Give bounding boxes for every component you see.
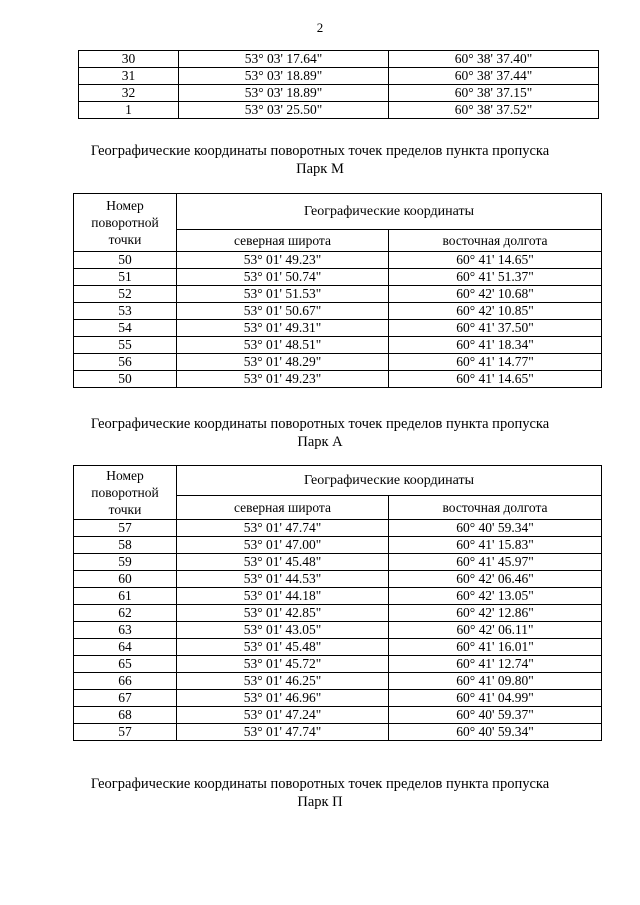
table-row bbox=[74, 320, 602, 337]
header-geo-coordinates: Географические координаты bbox=[177, 466, 602, 496]
longitude-cell: 60° 41' 14.65" bbox=[389, 252, 602, 269]
longitude-cell: 60° 41' 18.34" bbox=[389, 337, 602, 354]
table-row bbox=[74, 537, 602, 554]
header-geo-coordinates: Географические координаты bbox=[177, 194, 602, 230]
table-row bbox=[74, 520, 602, 537]
longitude-cell: 60° 38' 37.15" bbox=[389, 85, 599, 102]
point-number-cell: 50 bbox=[74, 371, 177, 388]
latitude-cell: 53° 01' 48.29" bbox=[177, 354, 389, 371]
longitude-cell: 60° 41' 14.77" bbox=[389, 354, 602, 371]
latitude-cell: 53° 03' 18.89" bbox=[179, 68, 389, 85]
latitude-cell: 53° 01' 47.24" bbox=[177, 707, 389, 724]
point-number-cell: 64 bbox=[74, 639, 177, 656]
point-number-cell: 55 bbox=[74, 337, 177, 354]
latitude-cell: 53° 01' 46.25" bbox=[177, 673, 389, 690]
point-number-cell: 62 bbox=[74, 605, 177, 622]
longitude-cell: 60° 40' 59.34" bbox=[389, 520, 602, 537]
point-number-cell: 68 bbox=[74, 707, 177, 724]
latitude-cell: 53° 01' 50.67" bbox=[177, 303, 389, 320]
point-number-cell: 65 bbox=[74, 656, 177, 673]
longitude-cell: 60° 41' 09.80" bbox=[389, 673, 602, 690]
table-row bbox=[74, 588, 602, 605]
longitude-cell: 60° 41' 12.74" bbox=[389, 656, 602, 673]
latitude-cell: 53° 01' 44.53" bbox=[177, 571, 389, 588]
table-row bbox=[74, 622, 602, 639]
coordinates-table-park-a bbox=[73, 465, 602, 741]
table-row bbox=[79, 51, 599, 68]
longitude-cell: 60° 42' 06.11" bbox=[389, 622, 602, 639]
latitude-cell: 53° 01' 46.96" bbox=[177, 690, 389, 707]
point-number-cell: 30 bbox=[79, 51, 179, 68]
longitude-cell: 60° 42' 10.68" bbox=[389, 286, 602, 303]
longitude-cell: 60° 41' 04.99" bbox=[389, 690, 602, 707]
longitude-cell: 60° 38' 37.44" bbox=[389, 68, 599, 85]
table-row bbox=[74, 354, 602, 371]
longitude-cell: 60° 41' 45.97" bbox=[389, 554, 602, 571]
longitude-cell: 60° 41' 15.83" bbox=[389, 537, 602, 554]
point-number-cell: 61 bbox=[74, 588, 177, 605]
point-number-cell: 59 bbox=[74, 554, 177, 571]
table-row bbox=[74, 571, 602, 588]
table-row bbox=[74, 286, 602, 303]
point-number-cell: 52 bbox=[74, 286, 177, 303]
section-p-caption-line1: Географические координаты поворотных точек пределов пункта пропуска bbox=[90, 776, 550, 792]
point-number-cell: 60 bbox=[74, 571, 177, 588]
table-row bbox=[74, 639, 602, 656]
point-number-cell: 51 bbox=[74, 269, 177, 286]
latitude-cell: 53° 01' 45.72" bbox=[177, 656, 389, 673]
table-row bbox=[74, 673, 602, 690]
header-point-number: Номер поворотной точки bbox=[74, 466, 177, 520]
point-number-cell: 54 bbox=[74, 320, 177, 337]
latitude-cell: 53° 01' 42.85" bbox=[177, 605, 389, 622]
longitude-cell: 60° 40' 59.34" bbox=[389, 724, 602, 741]
section-p-caption-line2: Парк П bbox=[297, 794, 343, 810]
table-row bbox=[74, 724, 602, 741]
latitude-cell: 53° 01' 45.48" bbox=[177, 639, 389, 656]
latitude-cell: 53° 01' 47.74" bbox=[177, 724, 389, 741]
table-row bbox=[79, 102, 599, 119]
point-number-cell: 32 bbox=[79, 85, 179, 102]
latitude-cell: 53° 01' 45.48" bbox=[177, 554, 389, 571]
longitude-cell: 60° 41' 51.37" bbox=[389, 269, 602, 286]
table-row bbox=[74, 371, 602, 388]
table-row bbox=[74, 690, 602, 707]
header-longitude: восточная долгота bbox=[389, 496, 602, 520]
table-row bbox=[79, 85, 599, 102]
longitude-cell: 60° 42' 12.86" bbox=[389, 605, 602, 622]
point-number-cell: 66 bbox=[74, 673, 177, 690]
latitude-cell: 53° 03' 17.64" bbox=[179, 51, 389, 68]
section-a-caption bbox=[0, 415, 640, 451]
section-a-caption-line1: Географические координаты поворотных точек пределов пункта пропуска bbox=[90, 416, 550, 432]
page-number: 2 bbox=[316, 20, 324, 35]
header-latitude: северная широта bbox=[177, 230, 389, 252]
table-row bbox=[74, 269, 602, 286]
point-number-cell: 67 bbox=[74, 690, 177, 707]
table-row bbox=[74, 554, 602, 571]
section-m-caption-line2: Парк М bbox=[296, 161, 344, 177]
table-row bbox=[74, 303, 602, 320]
longitude-cell: 60° 42' 13.05" bbox=[389, 588, 602, 605]
section-m-caption bbox=[0, 142, 640, 178]
point-number-cell: 31 bbox=[79, 68, 179, 85]
section-m-caption-line1: Географические координаты поворотных точек пределов пункта пропуска bbox=[90, 143, 550, 159]
longitude-cell: 60° 38' 37.40" bbox=[389, 51, 599, 68]
table-row bbox=[79, 68, 599, 85]
latitude-cell: 53° 03' 18.89" bbox=[179, 85, 389, 102]
point-number-cell: 56 bbox=[74, 354, 177, 371]
longitude-cell: 60° 41' 16.01" bbox=[389, 639, 602, 656]
latitude-cell: 53° 01' 47.74" bbox=[177, 520, 389, 537]
latitude-cell: 53° 01' 49.23" bbox=[177, 252, 389, 269]
point-number-cell: 63 bbox=[74, 622, 177, 639]
latitude-cell: 53° 01' 49.31" bbox=[177, 320, 389, 337]
point-number-cell: 53 bbox=[74, 303, 177, 320]
header-latitude: северная широта bbox=[177, 496, 389, 520]
longitude-cell: 60° 42' 06.46" bbox=[389, 571, 602, 588]
table-row bbox=[74, 252, 602, 269]
table-row bbox=[74, 656, 602, 673]
point-number-cell: 50 bbox=[74, 252, 177, 269]
latitude-cell: 53° 01' 49.23" bbox=[177, 371, 389, 388]
header-point-number: Номер поворотной точки bbox=[74, 194, 177, 252]
coordinates-table-continued bbox=[78, 50, 599, 119]
longitude-cell: 60° 41' 37.50" bbox=[389, 320, 602, 337]
latitude-cell: 53° 03' 25.50" bbox=[179, 102, 389, 119]
longitude-cell: 60° 38' 37.52" bbox=[389, 102, 599, 119]
latitude-cell: 53° 01' 43.05" bbox=[177, 622, 389, 639]
table-row bbox=[74, 337, 602, 354]
point-number-cell: 58 bbox=[74, 537, 177, 554]
longitude-cell: 60° 42' 10.85" bbox=[389, 303, 602, 320]
section-p-caption bbox=[0, 775, 640, 811]
longitude-cell: 60° 40' 59.37" bbox=[389, 707, 602, 724]
point-number-cell: 57 bbox=[74, 520, 177, 537]
point-number-cell: 1 bbox=[79, 102, 179, 119]
latitude-cell: 53° 01' 44.18" bbox=[177, 588, 389, 605]
coordinates-table-park-m bbox=[73, 193, 602, 388]
table-row bbox=[74, 707, 602, 724]
table-row bbox=[74, 605, 602, 622]
header-longitude: восточная долгота bbox=[389, 230, 602, 252]
longitude-cell: 60° 41' 14.65" bbox=[389, 371, 602, 388]
latitude-cell: 53° 01' 48.51" bbox=[177, 337, 389, 354]
latitude-cell: 53° 01' 51.53" bbox=[177, 286, 389, 303]
section-a-caption-line2: Парк А bbox=[297, 434, 343, 450]
point-number-cell: 57 bbox=[74, 724, 177, 741]
latitude-cell: 53° 01' 47.00" bbox=[177, 537, 389, 554]
latitude-cell: 53° 01' 50.74" bbox=[177, 269, 389, 286]
